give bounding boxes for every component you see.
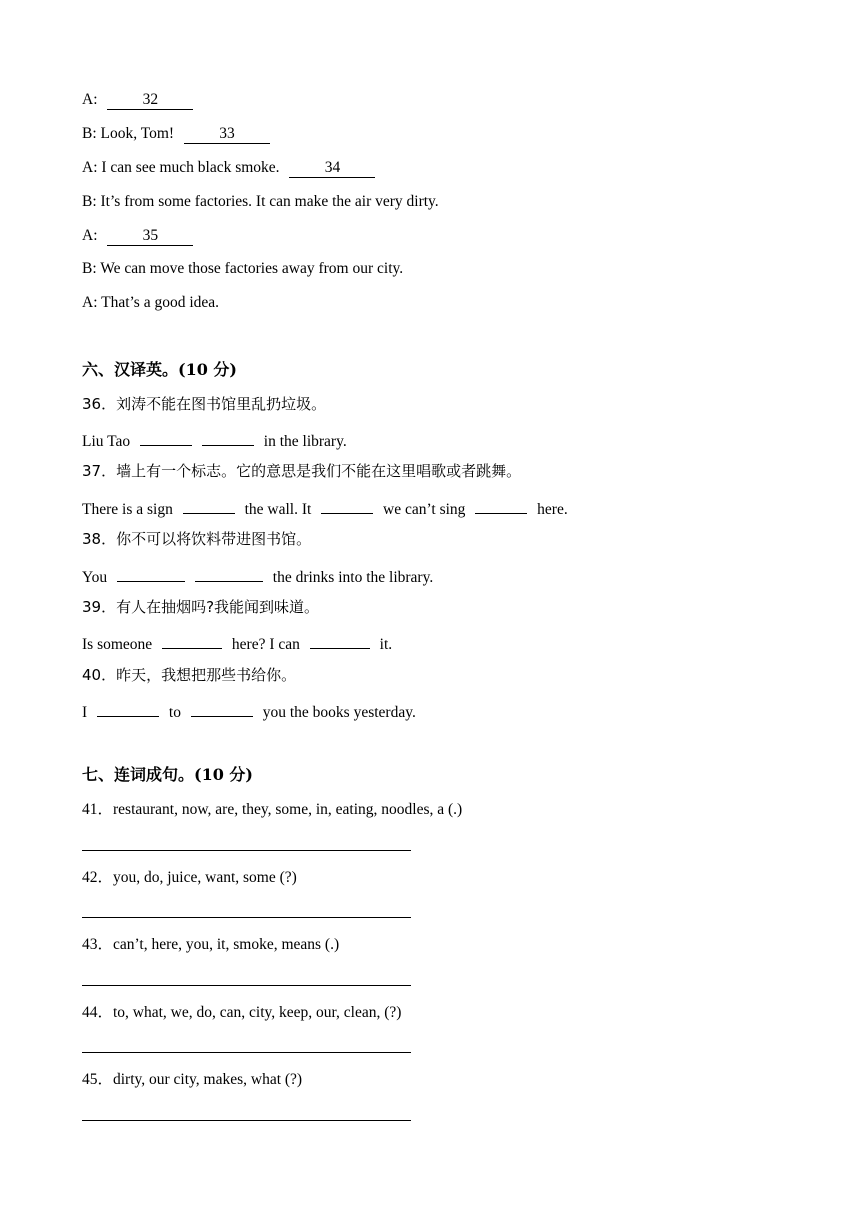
q45-prompt: 45．dirty, our city, makes, what (?) xyxy=(82,1071,303,1088)
q36-blank-1[interactable] xyxy=(140,428,192,446)
q37-blank-1[interactable] xyxy=(183,496,235,514)
dialogue-line-32: A: 32 xyxy=(82,90,193,110)
q45-answer-line[interactable] xyxy=(82,1120,411,1121)
blank-34[interactable]: 34 xyxy=(289,160,375,178)
q39-chinese: 39．有人在抽烟吗?我能闻到味道。 xyxy=(82,598,320,616)
q42-prompt: 42．you, do, juice, want, some (?) xyxy=(82,869,297,886)
q39-blank-2[interactable] xyxy=(310,631,370,649)
dialogue-line-idea: A: That’s a good idea. xyxy=(82,294,220,311)
q38-chinese: 38．你不可以将饮料带进图书馆。 xyxy=(82,530,312,548)
dialogue-line-34: A: I can see much black smoke. 34 xyxy=(82,158,375,178)
q36-english: Liu Tao in the library. xyxy=(82,428,347,452)
blank-35[interactable]: 35 xyxy=(107,228,193,246)
q41-answer-line[interactable] xyxy=(82,850,411,851)
blank-33[interactable]: 33 xyxy=(184,126,270,144)
q43-answer-line[interactable] xyxy=(82,985,411,986)
dialogue-line-35: A: 35 xyxy=(82,226,193,246)
q44-answer-line[interactable] xyxy=(82,1052,411,1053)
q39-english: Is someone here? I can it. xyxy=(82,631,392,655)
section7-heading: 七、连词成句。(10 分) xyxy=(82,765,253,784)
q37-chinese: 37．墙上有一个标志。它的意思是我们不能在这里唱歌或者跳舞。 xyxy=(82,462,522,480)
q40-english: I to you the books yesterday. xyxy=(82,699,416,723)
q38-blank-1[interactable] xyxy=(117,564,185,582)
q44-prompt: 44．to, what, we, do, can, city, keep, our, clean, (?) xyxy=(82,1004,402,1021)
q36-chinese: 36．刘涛不能在图书馆里乱扔垃圾。 xyxy=(82,395,327,413)
q40-blank-1[interactable] xyxy=(97,699,159,717)
q42-answer-line[interactable] xyxy=(82,917,411,918)
q37-english: There is a sign the wall. It we can’t sing here. xyxy=(82,496,568,520)
q38-blank-2[interactable] xyxy=(195,564,263,582)
q40-chinese: 40．昨天，我想把那些书给你。 xyxy=(82,666,297,684)
dialogue-line-factories: B: It’s from some factories. It can make the air very dirty. xyxy=(82,193,439,210)
q37-blank-3[interactable] xyxy=(475,496,527,514)
q41-prompt: 41．restaurant, now, are, they, some, in, eating, noodles, a (.) xyxy=(82,801,463,818)
section6-heading: 六、汉译英。(10 分) xyxy=(82,360,237,379)
dialogue-line-33: B: Look, Tom! 33 xyxy=(82,124,270,144)
blank-32[interactable]: 32 xyxy=(107,92,193,110)
dialogue-line-move: B: We can move those factories away from our city. xyxy=(82,260,404,277)
q43-prompt: 43．can’t, here, you, it, smoke, means (.) xyxy=(82,936,340,953)
q39-blank-1[interactable] xyxy=(162,631,222,649)
q37-blank-2[interactable] xyxy=(321,496,373,514)
q36-blank-2[interactable] xyxy=(202,428,254,446)
q38-english: You the drinks into the library. xyxy=(82,564,433,588)
q40-blank-2[interactable] xyxy=(191,699,253,717)
